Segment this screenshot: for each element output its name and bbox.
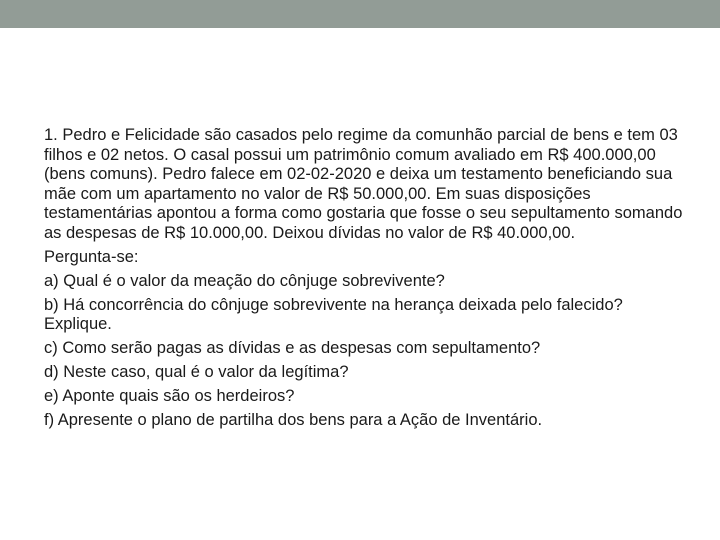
question-prompt: Pergunta-se:: [44, 248, 139, 266]
case-text: 1. Pedro e Felicidade são casados pelo regime da comunhão parcial de bens e tem 03 filhos e 02 netos. O casal possui um patrimônio comum avaliado em R$ 400.000,00 (bens comuns). Pedro falece em 02-02-2020 e deixa um testamento beneficiando sua mãe com um apartamento no valor de R$ 50.000,00. Em suas disposições testamentárias apontou a forma como gostaria que fosse o seu sepultamento somando as despesas de R$ 10.000,00. Deixou dívidas no valor de R$ 40.000,00.: [44, 126, 683, 242]
top-bar: [0, 0, 720, 28]
question-b: b) Há concorrência do cônjuge sobrevivente na herança deixada pelo falecido? Explique.: [44, 296, 623, 333]
question-f: f) Apresente o plano de partilha dos bens para a Ação de Inventário.: [44, 411, 543, 429]
question-d: d) Neste caso, qual é o valor da legítima?: [44, 363, 349, 381]
question-e: e) Aponte quais são os herdeiros?: [44, 387, 295, 405]
slide-content: [44, 126, 684, 435]
question-c: c) Como serão pagas as dívidas e as despesas com sepultamento?: [44, 339, 541, 357]
question-a: a) Qual é o valor da meação do cônjuge sobrevivente?: [44, 272, 445, 290]
